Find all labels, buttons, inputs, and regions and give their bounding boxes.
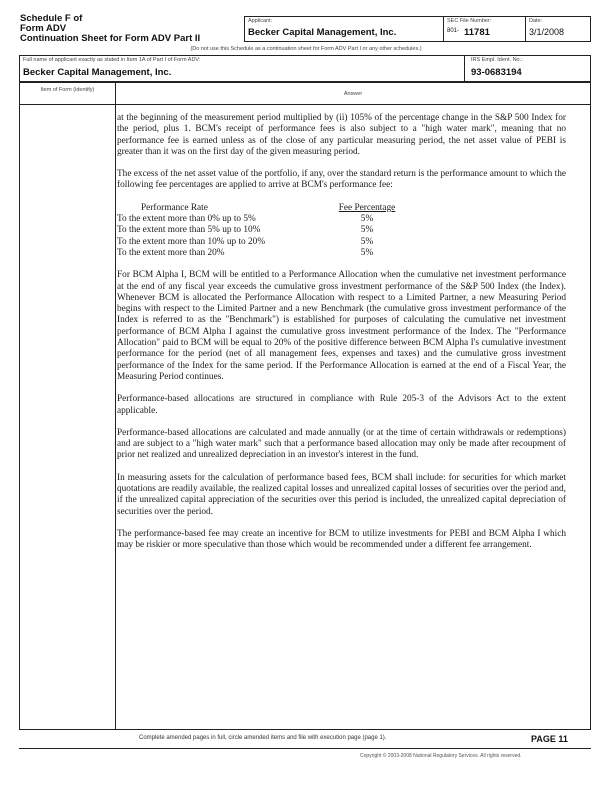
identity-row: [19, 55, 591, 82]
answer-text: [117, 113, 566, 563]
paragraph: The excess of the net asset value of the portfolio, if any, over the standard return is the performance amount to which the following fee percentages are applied to arrive at BCM's performance fee:: [117, 169, 566, 191]
date-box: [525, 16, 591, 42]
fee-pct: 5%: [360, 225, 374, 236]
full-name-label: Full name of applicant exactly as stated in Item 1A of Part I of Form ADV:: [23, 57, 201, 63]
schedule-title-line: Continuation Sheet for Form ADV Part II: [20, 33, 201, 44]
fee-pct: 5%: [360, 214, 374, 225]
sec-file-prefix: 801-: [447, 28, 460, 34]
paragraph: The performance-based fee may create an incentive for BCM to utilize investments for PEBI and BCM Alpha I which may be riskier or more speculative than those which would be recommended under a different fee arrangement.: [117, 528, 566, 551]
date-label: Date:: [529, 18, 543, 24]
page-number: PAGE 11: [531, 734, 568, 744]
paragraph: Performance-based allocations are structured in compliance with Rule 205-3 of the Advisors Act to the extent applicable.: [117, 394, 566, 416]
paragraph: For BCM Alpha I, BCM will be entitled to a Performance Allocation when the cumulative net investment performance at the end of any fiscal year exceeds the cumulative gross investment performance of the S&P 500 Index (the Index). Whenever BCM is allocated the Performance Allocation with respect to a Limited Partner, a new Measuring Period begins with respect to the Limited Partner and a new Benchmark (the cumulative gross investment performance of the Index is referred to as the "Benchmark") is established for purposes of calculating the cumulative net investment performance of BCM Alpha I against the cumulative gross investment performance of the Index. The "Performance Allocation" paid to BCM will be equal to 20% of the positive difference between BCM Alpha I's cumulative investment performance for the period (net of all management fees, expenses and taxes) and the cumulative gross investment performance of the Index for the same period. If the Performance Allocation is earned at the end of a Fiscal Year, the Measuring Period continues.: [117, 270, 566, 382]
footer-instruction: Complete amended pages in full, circle amended items and file with execution page (page 1).: [139, 735, 387, 741]
fee-rate: To the extent more than 5% up to 10%: [117, 225, 261, 236]
fee-pct: 5%: [360, 247, 374, 258]
irs-label: IRS Empl. Ident. No.:: [471, 57, 523, 63]
applicant-label: Applicant:: [248, 18, 273, 24]
fee-table: [117, 203, 566, 259]
fee-row: [117, 214, 566, 225]
answer-column-header: Answer: [116, 83, 590, 105]
fee-row: [117, 225, 566, 236]
fee-rate: To the extent more than 0% up to 5%: [117, 214, 256, 225]
applicant-box: [244, 16, 444, 42]
paragraph: at the beginning of the measurement period multiplied by (ii) 105% of the percentage change in the S&P 500 Index for the period, plus 1. BCM's receipt of performance fees is also subject to a "high water mark", meaning that no performance fee is earned unless as of the close of any particular measuring period, the net asset value of PEBI is greater than it was on the first day of the given measuring period.: [117, 113, 566, 157]
paragraph: In measuring assets for the calculation of performance based fees, BCM shall include: for securities for which market quotations are readily available, the realized capital losses and unrealized capital losses of securities over the period and, if the unrealized capital appreciation of the securities over this period is included, the unrealized capital depreciation of securities over the period.: [117, 472, 566, 517]
applicant-name: Becker Capital Management, Inc.: [248, 27, 397, 38]
full-name-value: Becker Capital Management, Inc.: [23, 67, 172, 78]
copyright-notice: Copyright © 2003-2008 National Regulatory Services. All rights reserved.: [360, 753, 522, 759]
fee-table-header: [117, 203, 566, 214]
usage-note: (Do not use this Schedule as a continuation sheet for Form ADV Part I or any other schedules.): [190, 46, 422, 52]
irs-cell: [468, 56, 588, 81]
fee-rate: To the extent more than 10% up to 20%: [117, 236, 266, 247]
item-column-header: Item of Form (identify): [20, 83, 115, 105]
sec-file-label: SEC File Number:: [447, 18, 492, 24]
date-value: 3/1/2008: [529, 27, 565, 37]
schedule-title-line: Form ADV: [20, 23, 67, 34]
irs-value: 93-0683194: [471, 67, 522, 78]
fee-rate: To the extent more than 20%: [117, 247, 225, 258]
fee-pct: 5%: [360, 236, 374, 247]
schedule-title: [20, 14, 210, 44]
fee-rate-header: Performance Rate: [141, 202, 208, 213]
page-footer: [19, 730, 591, 749]
fee-pct-header: Fee Percentage: [338, 202, 396, 213]
sec-file-number: 11781: [464, 27, 490, 38]
fee-row: [117, 237, 566, 248]
sec-file-box: [443, 16, 526, 42]
paragraph: Performance-based allocations are calculated and made annually (or at the time of certain withdrawals or redemptions) and are subject to a "high water mark" such that a performance based allocation may only be made after recoupment of prior net realized and unrealized depreciation in an investor's interest in the fund.: [117, 427, 566, 461]
schedule-title-line: Schedule F of: [20, 13, 83, 24]
item-column: [20, 83, 116, 729]
applicant-full-name-cell: [20, 56, 465, 81]
fee-row: [117, 248, 566, 259]
